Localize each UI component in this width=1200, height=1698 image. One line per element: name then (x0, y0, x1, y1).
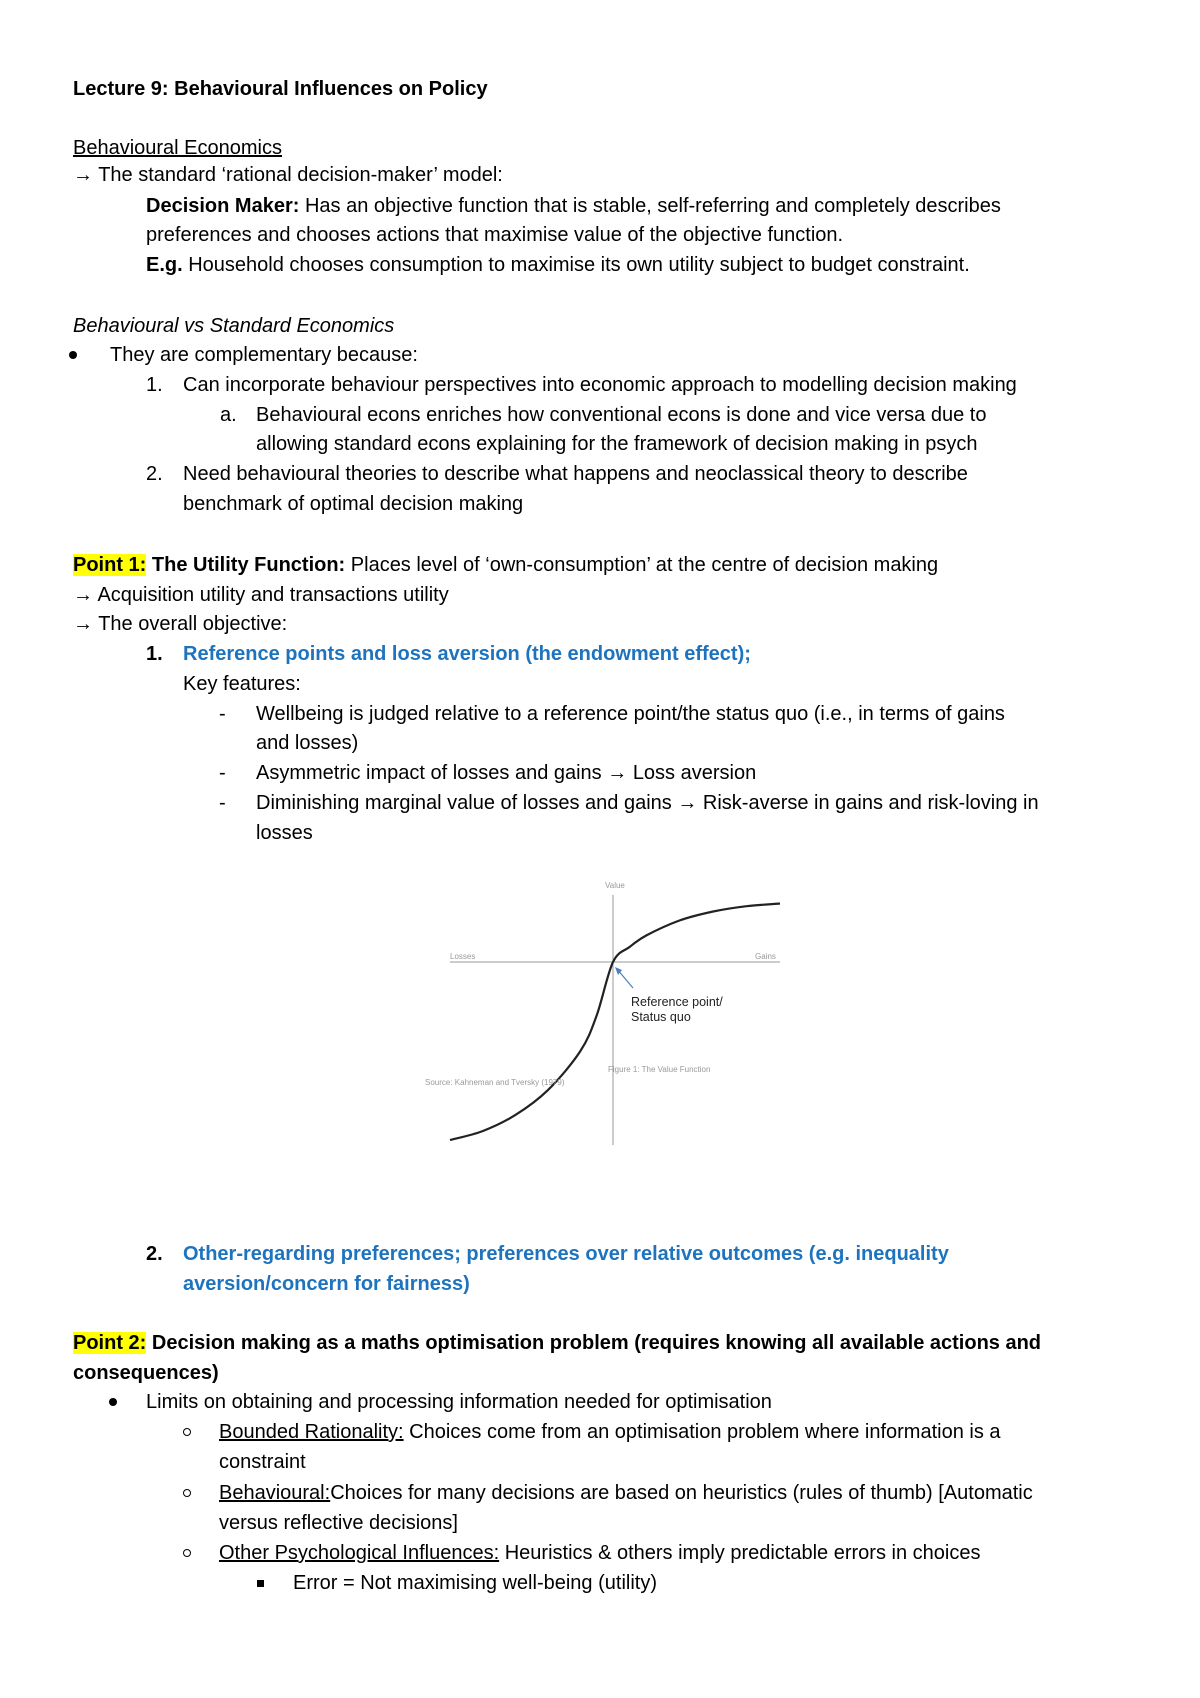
decision-maker-label: Decision Maker: (146, 195, 300, 217)
point-2-line-2: consequences) (73, 1362, 219, 1384)
arrow-icon: → (73, 613, 93, 635)
arrow-icon: → (677, 792, 698, 814)
behavioural-line-2: versus reflective decisions] (219, 1512, 458, 1534)
error-line: Error = Not maximising well-being (utility) (293, 1572, 657, 1594)
y-label-value: Value (605, 881, 625, 890)
list-letter: a. (220, 404, 237, 426)
example-text: Household chooses consumption to maximise its own utility subject to budget constraint. (188, 254, 970, 276)
standard-model-line (73, 162, 503, 188)
feature-2 (256, 760, 756, 786)
complementary-item-a: Behavioural econs enriches how conventional econs is done and vice versa due to (256, 404, 987, 426)
circle-bullet-icon (183, 1489, 191, 1497)
status-quo-label: Status quo (631, 1010, 691, 1024)
point-2-text: Decision making as a maths optimisation problem (requires knowing all available actions and (151, 1332, 1042, 1354)
complementary-item-2b: benchmark of optimal decision making (183, 493, 524, 515)
square-bullet-icon (257, 1580, 264, 1587)
lecture-title: Lecture 9: Behavioural Influences on Policy (73, 78, 488, 100)
point-2-label: Point 2: (73, 1332, 147, 1354)
feature-2-result: Loss aversion (632, 762, 757, 784)
feature-3-text: Diminishing marginal value of losses and gains (256, 792, 672, 814)
complementary-item-a-2: allowing standard econs explaining for the framework of decision making in psych (256, 433, 978, 455)
behavioural-label: Behavioural: (219, 1482, 331, 1504)
acquisition-line (73, 582, 449, 608)
list-number: 1. (146, 374, 163, 396)
circle-bullet-icon (183, 1428, 191, 1436)
list-number: 2. (146, 463, 163, 485)
feature-3-result: Risk-averse in gains and risk-loving in (702, 792, 1039, 814)
reference-points-item: Reference points and loss aversion (the endowment effect); (183, 643, 751, 665)
limits-bullet: Limits on obtaining and processing information needed for optimisation (146, 1391, 772, 1413)
bullet-icon (109, 1398, 117, 1406)
feature-1: Wellbeing is judged relative to a reference point/the status quo (i.e., in terms of gains (256, 703, 1005, 725)
point-1-label: Point 1: (73, 554, 147, 576)
behavioural-text: Choices for many decisions are based on heuristics (rules of thumb) [Automatic (330, 1482, 1033, 1504)
behavioural-economics-heading: Behavioural Economics (73, 137, 282, 159)
acquisition-text: Acquisition utility and transactions utility (97, 584, 449, 606)
value-function-curve (450, 904, 780, 1141)
feature-2-text: Asymmetric impact of losses and gains (256, 762, 602, 784)
decision-maker-line (146, 193, 1001, 219)
bounded-rationality-label: Bounded Rationality: (219, 1421, 404, 1443)
x-label-gains: Gains (755, 952, 776, 961)
point-1-line (73, 552, 938, 578)
bounded-rationality-line (219, 1419, 1001, 1445)
overall-objective-line (73, 611, 287, 637)
figure-caption: Figure 1: The Value Function (608, 1065, 711, 1074)
bounded-rationality-text: Choices come from an optimisation problem where information is a (409, 1421, 1001, 1443)
value-function-chart (425, 880, 795, 1200)
arrow-icon: → (607, 762, 628, 784)
overall-objective-text: The overall objective: (98, 613, 288, 635)
standard-model-text: The standard ‘rational decision-maker’ model: (98, 164, 503, 186)
arrow-icon: → (73, 584, 93, 606)
bounded-rationality-line-2: constraint (219, 1451, 306, 1473)
other-psych-text: Heuristics & others imply predictable errors in choices (504, 1542, 981, 1564)
feature-3 (256, 790, 1039, 816)
complementary-item-1: Can incorporate behaviour perspectives into economic approach to modelling decision making (183, 374, 1017, 396)
utility-function-text: Places level of ‘own-consumption’ at the centre of decision making (350, 554, 939, 576)
other-psych-line (219, 1540, 980, 1566)
complementary-bullet: They are complementary because: (110, 344, 418, 366)
other-psych-label: Other Psychological Influences: (219, 1542, 500, 1564)
dash-marker: - (219, 762, 226, 784)
other-regarding-item-2: aversion/concern for fairness) (183, 1273, 470, 1295)
point-2-line (73, 1330, 1041, 1356)
feature-1b: and losses) (256, 732, 359, 754)
circle-bullet-icon (183, 1549, 191, 1557)
behavioural-vs-standard-heading: Behavioural vs Standard Economics (73, 315, 395, 337)
list-number: 1. (146, 643, 163, 665)
utility-function-label: The Utility Function: (151, 554, 346, 576)
reference-point-label: Reference point/ (631, 995, 723, 1009)
list-number: 2. (146, 1243, 163, 1265)
decision-maker-text: Has an objective function that is stable, self-referring and completely describes (304, 195, 1001, 217)
arrow-icon: → (73, 164, 93, 186)
x-label-losses: Losses (450, 952, 476, 961)
feature-3c: losses (256, 822, 313, 844)
figure-source: Source: Kahneman and Tversky (1979) (425, 1078, 565, 1087)
dash-marker: - (219, 792, 226, 814)
complementary-item-2: Need behavioural theories to describe what happens and neoclassical theory to describe (183, 463, 968, 485)
other-regarding-item: Other-regarding preferences; preferences over relative outcomes (e.g. inequality (183, 1243, 949, 1265)
example-label: E.g. (146, 254, 183, 276)
bullet-icon (69, 351, 77, 359)
behavioural-line (219, 1480, 1033, 1506)
example-line (146, 252, 970, 278)
decision-maker-line-2: preferences and chooses actions that maximise value of the objective function. (146, 224, 844, 246)
dash-marker: - (219, 703, 226, 725)
key-features-label: Key features: (183, 673, 301, 695)
